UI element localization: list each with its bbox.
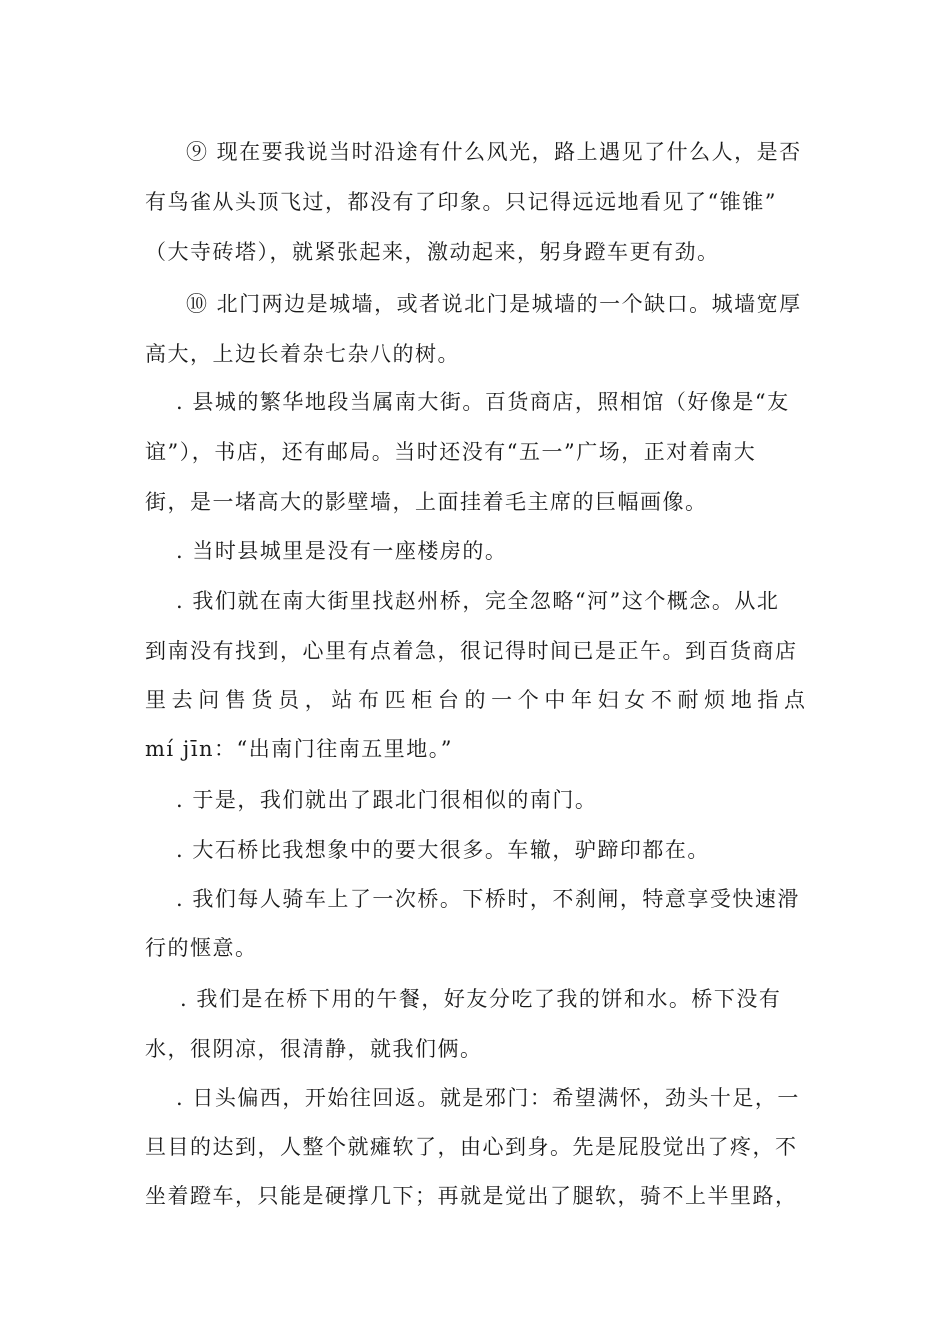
text-line: mí jīn：“出南门往南五里地。” xyxy=(145,737,454,761)
text-line: 谊”），书店，还有邮局。当时还没有“五一”广场，正对着南大 xyxy=(145,440,757,464)
text-line: 有鸟雀从头顶飞过，都没有了印象。只记得远远地看见了“锥锥” xyxy=(145,190,777,214)
text-line: 水，很阴凉，很清静，就我们俩。 xyxy=(145,1037,483,1061)
text-line: . 县城的繁华地段当属南大街。百货商店，照相馆（好像是“友 xyxy=(176,390,790,414)
text-line: （大寺砖塔），就紧张起来，激动起来，躬身蹬车更有劲。 xyxy=(145,240,720,264)
text-line: . 大石桥比我想象中的要大很多。车辙，驴蹄印都在。 xyxy=(176,838,710,862)
text-line: ⑨ 现在要我说当时沿途有什么风光，路上遇见了什么人，是否 xyxy=(186,140,802,164)
text-line: 街，是一堵高大的影壁墙，上面挂着毛主席的巨幅画像。 xyxy=(145,490,708,514)
text-line: . 我们每人骑车上了一次桥。下桥时，不刹闸，特意享受快速滑 xyxy=(176,887,800,911)
text-line: . 于是，我们就出了跟北门很相似的南门。 xyxy=(176,788,598,812)
text-line-justified: 里 去 问 售 货 员 ， 站 布 匹 柜 台 的 一 个 中 年 妇 女 不 耐 烦 地 指 点 xyxy=(145,688,805,712)
text-line: . 我们是在桥下用的午餐，好友分吃了我的饼和水。桥下没有 xyxy=(180,987,782,1011)
text-line: . 我们就在南大街里找赵州桥，完全忽略“河”这个概念。从北 xyxy=(176,589,780,613)
text-line: 行的惬意。 xyxy=(145,936,258,960)
text-line: . 日头偏西，开始往回返。就是邪门：希望满怀，劲头十足，一 xyxy=(176,1086,800,1110)
text-line: ⑩ 北门两边是城墙，或者说北门是城墙的一个缺口。城墙宽厚 xyxy=(186,292,802,316)
text-line: . 当时县城里是没有一座楼房的。 xyxy=(176,539,508,563)
text-line: 到南没有找到，心里有点着急，很记得时间已是正午。到百货商店 xyxy=(145,639,798,663)
text-line: 旦目的达到，人整个就瘫软了，由心到身。先是屁股觉出了疼，不 xyxy=(145,1135,798,1159)
text-line: 坐着蹬车，只能是硬撑几下；再就是觉出了腿软，骑不上半里路， xyxy=(145,1184,798,1208)
text-line: 高大，上边长着杂七杂八的树。 xyxy=(145,342,460,366)
